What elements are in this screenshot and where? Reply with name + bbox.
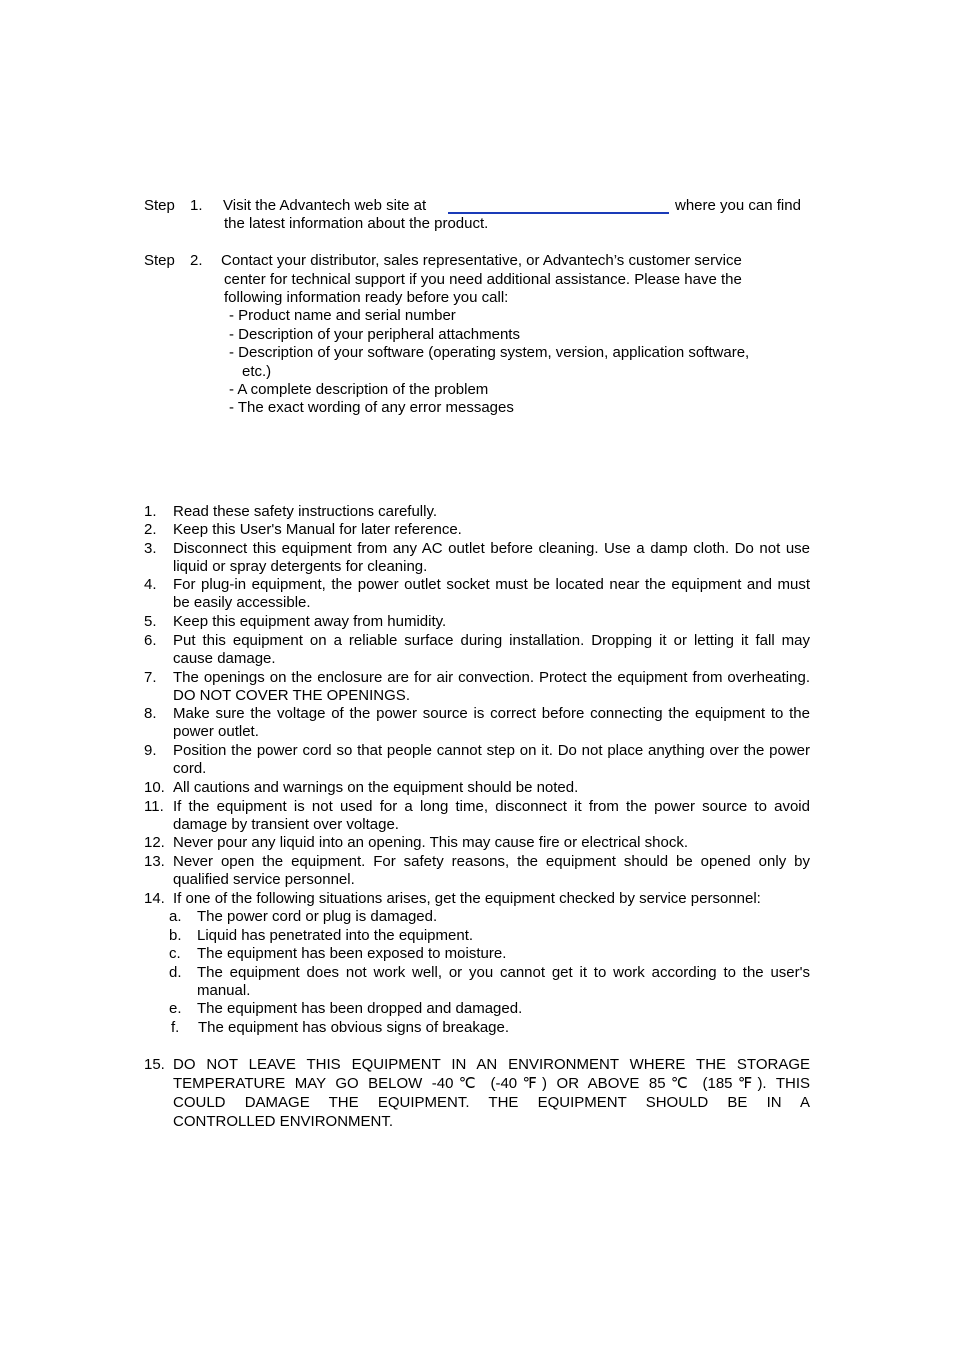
- step-1-text-start: Visit the Advantech web site at: [223, 197, 427, 214]
- safety-item: For plug-in equipment, the power outlet socket must be located near the equipment and must be easily accessible.: [173, 576, 810, 612]
- list-number: 2.: [144, 521, 157, 538]
- info-bullet: - Product name and serial number: [229, 307, 456, 324]
- safety-item-warning: [173, 1056, 810, 1132]
- list-number: 5.: [144, 613, 157, 630]
- safety-item: Make sure the voltage of the power source is correct before connecting the equipment to the power outlet.: [173, 705, 810, 741]
- sub-list-item: The equipment does not work well, or you cannot get it to work according to the user's manual.: [197, 964, 810, 1000]
- list-number: 1.: [144, 503, 157, 520]
- list-number: 7.: [144, 669, 157, 686]
- sub-list-item: The equipment has been dropped and damaged.: [197, 1000, 523, 1017]
- sub-list-letter: d.: [169, 964, 182, 981]
- list-number: 4.: [144, 576, 157, 593]
- list-number: 6.: [144, 632, 157, 649]
- safety-item: The openings on the enclosure are for air convection. Protect the equipment from overheating. DO NOT COVER THE OPENINGS.: [173, 669, 810, 705]
- list-number: 14.: [144, 890, 165, 907]
- list-number: 11.: [144, 798, 164, 815]
- safety-item: Keep this equipment away from humidity.: [173, 613, 447, 630]
- step-number: 2.: [190, 252, 203, 269]
- website-link[interactable]: [448, 212, 669, 214]
- list-number: 12.: [144, 834, 165, 851]
- sub-list-letter: a.: [169, 908, 182, 925]
- step-label: Step: [144, 197, 175, 214]
- step-label: Step: [144, 252, 175, 269]
- safety-item: If the equipment is not used for a long time, disconnect it from the power source to avoid damage by transient over voltage.: [173, 798, 810, 834]
- info-bullet: - The exact wording of any error messages: [229, 399, 514, 416]
- sub-list-letter: c.: [169, 945, 181, 962]
- list-number: 13.: [144, 853, 165, 870]
- list-number: 15.: [144, 1056, 165, 1073]
- safety-item: Never pour any liquid into an opening. This may cause fire or electrical shock.: [173, 834, 688, 851]
- info-bullet: - Description of your peripheral attachments: [229, 326, 520, 343]
- sub-list-item: The equipment has been exposed to moisture.: [197, 945, 507, 962]
- list-number: 10.: [144, 779, 165, 796]
- list-number: 9.: [144, 742, 157, 759]
- safety-item: All cautions and warnings on the equipment should be noted.: [173, 779, 579, 796]
- info-bullet: - Description of your software (operating system, version, application software,: [229, 344, 750, 361]
- warning-line: CONTROLLED ENVIRONMENT.: [173, 1113, 394, 1130]
- safety-item: Read these safety instructions carefully.: [173, 503, 438, 520]
- list-number: 8.: [144, 705, 157, 722]
- sub-list-letter: f.: [171, 1019, 180, 1036]
- warning-line: DO NOT LEAVE THIS EQUIPMENT IN AN ENVIRONMENT WHERE THE STORAGE: [173, 1056, 810, 1073]
- step-1-line-2: the latest information about the product.: [224, 215, 489, 232]
- warning-line: COULD DAMAGE THE EQUIPMENT. THE EQUIPMENT SHOULD BE IN A: [173, 1094, 810, 1111]
- info-bullet-continuation: etc.): [242, 363, 272, 380]
- step-1-text-end: where you can find: [675, 197, 801, 214]
- safety-item: Never open the equipment. For safety reasons, the equipment should be opened only by qualified service personnel.: [173, 853, 810, 889]
- step-2-line-3: following information ready before you call:: [224, 289, 509, 306]
- step-number: 1.: [190, 197, 203, 214]
- sub-list-item: Liquid has penetrated into the equipment.: [197, 927, 474, 944]
- sub-list-item: The power cord or plug is damaged.: [197, 908, 438, 925]
- safety-item: Position the power cord so that people cannot step on it. Do not place anything over the power cord.: [173, 742, 810, 778]
- step-2-line-1: Contact your distributor, sales representative, or Advantech’s customer service: [221, 252, 742, 269]
- warning-line: TEMPERATURE MAY GO BELOW -40℃ (-40℉) OR ABOVE 85℃ (185℉). THIS: [173, 1075, 810, 1092]
- safety-item: Disconnect this equipment from any AC outlet before cleaning. Use a damp cloth. Do not use liquid or spray detergents for cleaning.: [173, 540, 810, 576]
- step-2: [0, 252, 954, 270]
- step-2-line-2: center for technical support if you need additional assistance. Please have the: [224, 271, 742, 288]
- sub-list-letter: b.: [169, 927, 182, 944]
- sub-list-item: The equipment has obvious signs of breakage.: [198, 1019, 510, 1036]
- safety-item: Keep this User's Manual for later reference.: [173, 521, 462, 538]
- info-bullet: - A complete description of the problem: [229, 381, 489, 398]
- safety-item: If one of the following situations arises, get the equipment checked by service personnel:: [173, 890, 761, 907]
- list-number: 3.: [144, 540, 157, 557]
- sub-list-letter: e.: [169, 1000, 182, 1017]
- safety-item: Put this equipment on a reliable surface during installation. Dropping it or letting it fall may cause damage.: [173, 632, 810, 668]
